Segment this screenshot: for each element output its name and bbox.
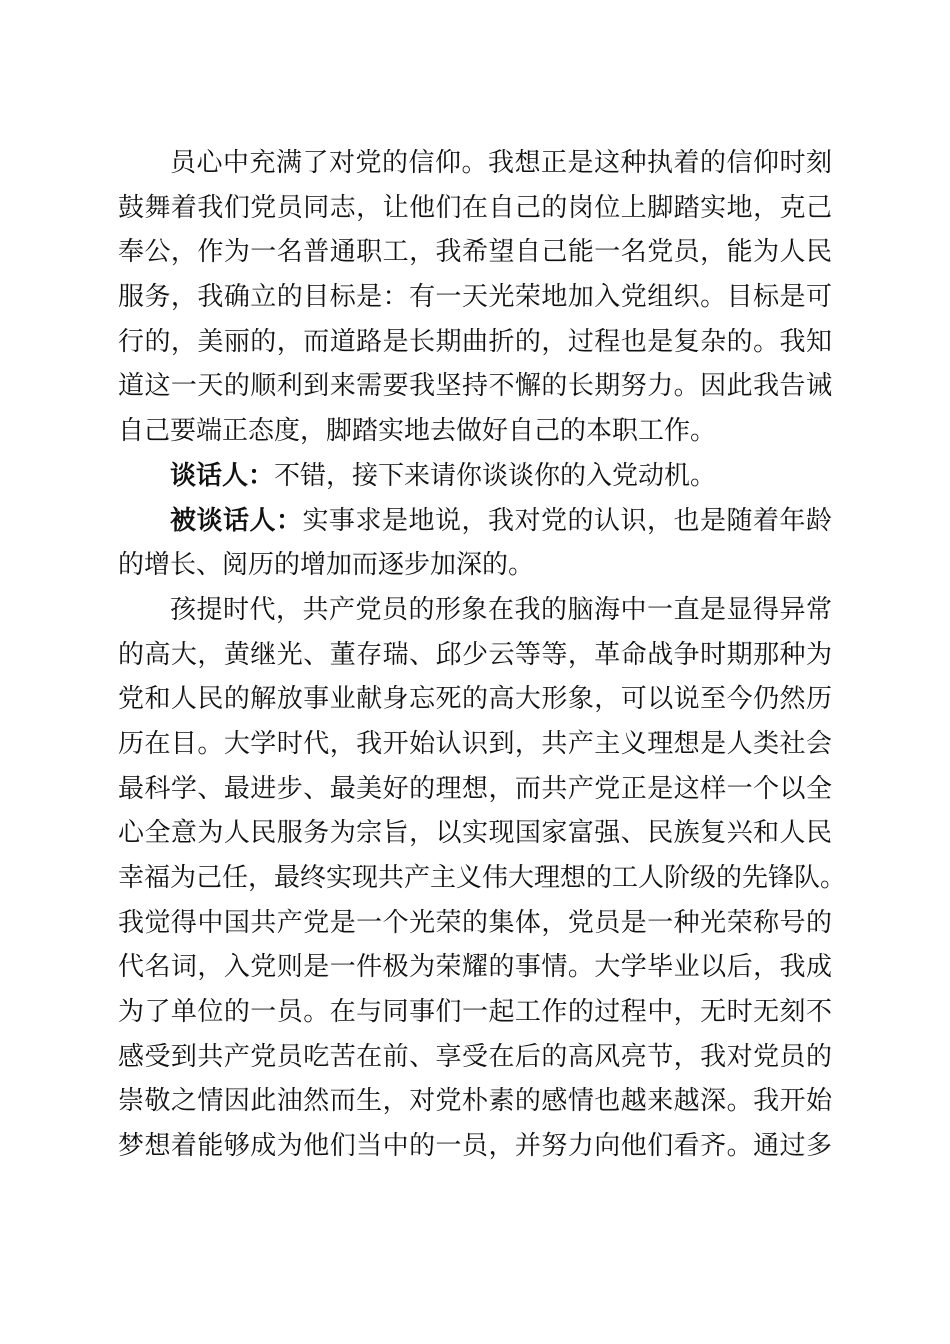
- speaker-label: 被谈话人：: [170, 505, 303, 536]
- text-line: 的高大，黄继光、董存瑞、邱少云等等，革命战争时期那种为: [118, 639, 832, 670]
- text-line: 党和人民的解放事业献身忘死的高大形象，可以说至今仍然历: [118, 684, 832, 715]
- dialog-text: 不错，接下来请你谈谈你的入党动机。: [274, 460, 717, 491]
- text-line: 梦想着能够成为他们当中的一员，并努力向他们看齐。通过多: [118, 1131, 832, 1162]
- text-line: 行的，美丽的，而道路是长期曲折的，过程也是复杂的。我知: [118, 326, 832, 357]
- text-line: 代名词，入党则是一件极为荣耀的事情。大学毕业以后，我成: [118, 952, 832, 983]
- text-line: 幸福为己任，最终实现共产主义伟大理想的工人阶级的先锋队。: [118, 863, 847, 893]
- text-line: 心全意为人民服务为宗旨，以实现国家富强、民族复兴和人民: [118, 818, 832, 849]
- text-line: 为了单位的一员。在与同事们一起工作的过程中，无时无刻不: [118, 997, 832, 1028]
- text-line: 奉公，作为一名普通职工，我希望自己能一名党员，能为人民: [118, 237, 832, 268]
- dialog-interviewer: [118, 454, 832, 499]
- text-line: 服务，我确立的目标是：有一天光荣地加入党组织。目标是可: [118, 282, 832, 313]
- text-line: 崇敬之情因此油然而生，对党朴素的感情也越来越深。我开始: [118, 1086, 832, 1117]
- dialog-text: 实事求是地说，我对党的认识，也是随着年龄: [302, 505, 832, 536]
- paragraph: [118, 588, 847, 1169]
- text-line: 的增长、阅历的增加而逐步加深的。: [118, 550, 535, 581]
- text-line: 自己要端正态度，脚踏实地去做好自己的本职工作。: [118, 416, 717, 447]
- text-line: 道这一天的顺利到来需要我坚持不懈的长期努力。因此我告诫: [118, 371, 832, 402]
- text-line: 最科学、最进步、最美好的理想，而共产党正是这样一个以全: [118, 773, 832, 804]
- speaker-label: 谈话人：: [170, 460, 275, 491]
- text-line: 历在目。大学时代，我开始认识到，共产主义理想是人类社会: [118, 728, 832, 759]
- text-line: 孩提时代，共产党员的形象在我的脑海中一直是显得异常: [170, 594, 832, 625]
- document-page: [118, 141, 847, 1169]
- text-line: 感受到共产党员吃苦在前、享受在后的高风亮节，我对党员的: [118, 1041, 832, 1072]
- dialog-interviewee: [118, 499, 832, 588]
- text-line: 我觉得中国共产党是一个光荣的集体，党员是一种光荣称号的: [118, 907, 832, 938]
- paragraph: [118, 141, 832, 454]
- text-line: 员心中充满了对党的信仰。我想正是这种执着的信仰时刻: [170, 148, 832, 178]
- text-line: [118, 499, 832, 544]
- text-line: 鼓舞着我们党员同志，让他们在自己的岗位上脚踏实地，克己: [118, 192, 832, 223]
